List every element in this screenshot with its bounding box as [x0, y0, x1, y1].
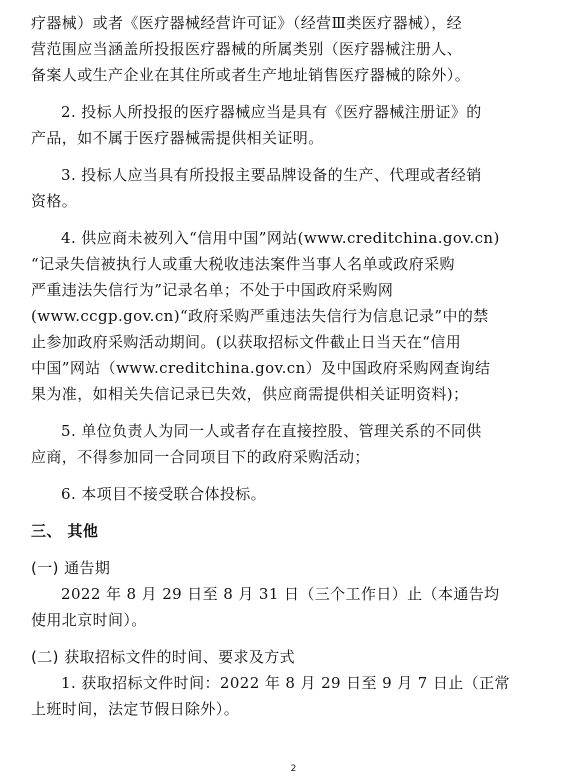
text-line: 资格。 — [31, 192, 78, 210]
text-line: 果为准，如相关失信记录已失效，供应商需提供相关证明资料)； — [31, 385, 469, 403]
paragraph-qualification-cont — [31, 10, 559, 88]
text-line: 使用北京时间）。 — [31, 611, 147, 629]
text-line: 中国”网站（www.creditchina.gov.cn）及中国政府采购网查询结 — [31, 359, 491, 377]
text-line: 1. 获取招标文件时间：2022 年 8 月 29 日至 9 月 7 日止（正常 — [61, 674, 510, 692]
text-line: 疗器械）或者《医疗器械经营许可证》（经营Ⅲ类医疗器械），经 — [31, 14, 463, 32]
text-line: 4. 供应商未被列入“信用中国”网站(www.creditchina.gov.cn) — [61, 229, 500, 247]
text-line: 备案人或生产企业在其住所或者生产地址销售医疗器械的除外）。 — [31, 66, 471, 84]
text-line: 应商，不得参加同一合同项目下的政府采购活动； — [31, 448, 370, 466]
text-line: 3. 投标人应当具有所投报主要品牌设备的生产、代理或者经销 — [61, 166, 482, 184]
text-line: 止参加政府采购活动期间。(以获取招标文件截止日当天在“信用 — [31, 333, 462, 351]
paragraph-item-3 — [31, 162, 559, 214]
text-line: 上班时间，法定节假日除外）。 — [31, 700, 240, 718]
text-line: (www.ccgp.gov.cn)“政府采购严重违法失信行为信息记录”中的禁 — [31, 307, 489, 325]
subsection-heading: (一) 通告期 — [31, 559, 111, 577]
text-line: 2. 投标人所投报的医疗器械应当是具有《医疗器械注册证》的 — [61, 103, 482, 121]
text-line: 5. 单位负责人为同一人或者存在直接控股、管理关系的不同供 — [61, 422, 482, 440]
acquire-documents-section — [31, 644, 559, 722]
text-line: 营范围应当涵盖所投报医疗器械的所属类别（医疗器械注册人、 — [31, 40, 463, 58]
paragraph-item-6 — [31, 481, 559, 507]
subsection-heading: (二) 获取招标文件的时间、要求及方式 — [31, 648, 296, 666]
section-title: 三、 其他 — [31, 522, 99, 540]
document-page — [31, 10, 559, 722]
text-line: 2022 年 8 月 29 日至 8 月 31 日（三个工作日）止（本通告均 — [61, 585, 500, 603]
text-line: “记录失信被执行人或重大税收违法案件当事人名单或政府采购 — [31, 255, 455, 273]
text-line: 严重违法失信行为”记录名单；不处于中国政府采购网 — [31, 281, 394, 299]
section-three — [31, 518, 559, 544]
text-line: 6. 本项目不接受联合体投标。 — [61, 485, 267, 503]
paragraph-item-4 — [31, 225, 559, 407]
page-number: 2 — [290, 764, 297, 774]
text-line: 产品，如不属于医疗器械需提供相关证明。 — [31, 129, 324, 147]
paragraph-item-5 — [31, 418, 559, 470]
paragraph-item-2 — [31, 99, 559, 151]
notice-period-section — [31, 555, 559, 633]
